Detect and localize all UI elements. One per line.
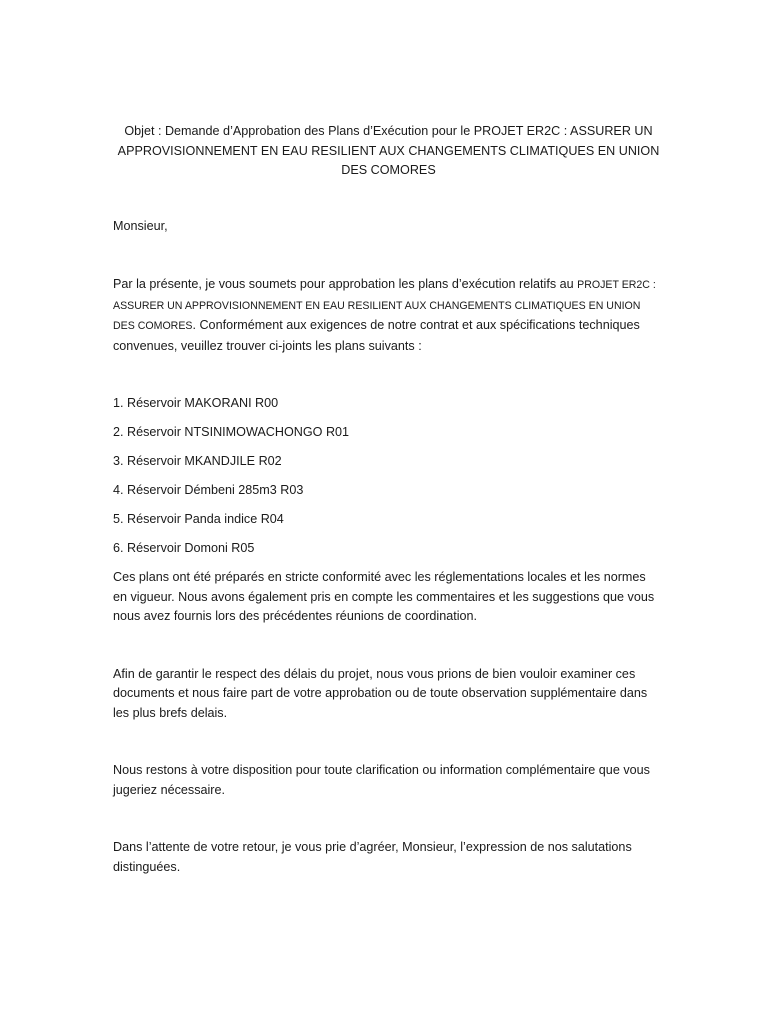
plan-list-item: 1. Réservoir MAKORANI R00 bbox=[113, 396, 279, 410]
deadline-paragraph: Afin de garantir le respect des délais du projet, nous vous prions de bien vouloir examiner ces documents et nous faire part de votre approbation ou de toute observation supplémentaire dans les plus brefs delais. bbox=[113, 666, 648, 720]
intro-paragraph bbox=[113, 275, 660, 356]
plan-list-item: 6. Réservoir Domoni R05 bbox=[113, 541, 255, 555]
plans-list bbox=[113, 394, 660, 559]
intro-start-text: Par la présente, je vous soumets pour approbation les plans d’exécution relatifs au bbox=[113, 277, 578, 291]
conformity-paragraph: Ces plans ont été préparés en stricte conformité avec les réglementations locales et les normes en vigueur. Nous avons également pris en compte les commentaires et les suggestions que vous nous avez fournis lors des précédentes réunions de coordination. bbox=[113, 570, 655, 623]
plan-list-item: 5. Réservoir Panda indice R04 bbox=[113, 512, 284, 526]
plan-list-item: 2. Réservoir NTSINIMOWACHONGO R01 bbox=[113, 425, 350, 439]
letter-subject: Objet : Demande d’Approbation des Plans d’Exécution pour le PROJET ER2C : ASSURER UN APPROVISIONNEMENT EN EAU RESILIENT AUX CHANGEMENTS CLIMATIQUES EN UNION DES COMORES bbox=[117, 124, 660, 177]
intro-end-text: . Conformément aux exigences de notre contrat et aux spécifications techniques convenues, veuillez trouver ci-joints les plans suivants : bbox=[113, 318, 640, 353]
intro-project-name: PROJET ER2C : ASSURER UN APPROVISIONNEMENT EN EAU RESILIENT AUX CHANGEMENTS CLIMATIQUES EN UNION DES COMORES bbox=[113, 279, 656, 332]
plan-list-item: 4. Réservoir Démbeni 285m3 R03 bbox=[113, 483, 304, 497]
closing-paragraph: Dans l’attente de votre retour, je vous prie d’agréer, Monsieur, l’expression de nos salutations distinguées. bbox=[113, 840, 632, 874]
plan-list-item: 3. Réservoir MKANDJILE R02 bbox=[113, 454, 282, 468]
letter-salutation: Monsieur, bbox=[113, 218, 168, 233]
availability-paragraph: Nous restons à votre disposition pour toute clarification ou information complémentaire que vous jugeriez nécessaire. bbox=[113, 763, 650, 797]
